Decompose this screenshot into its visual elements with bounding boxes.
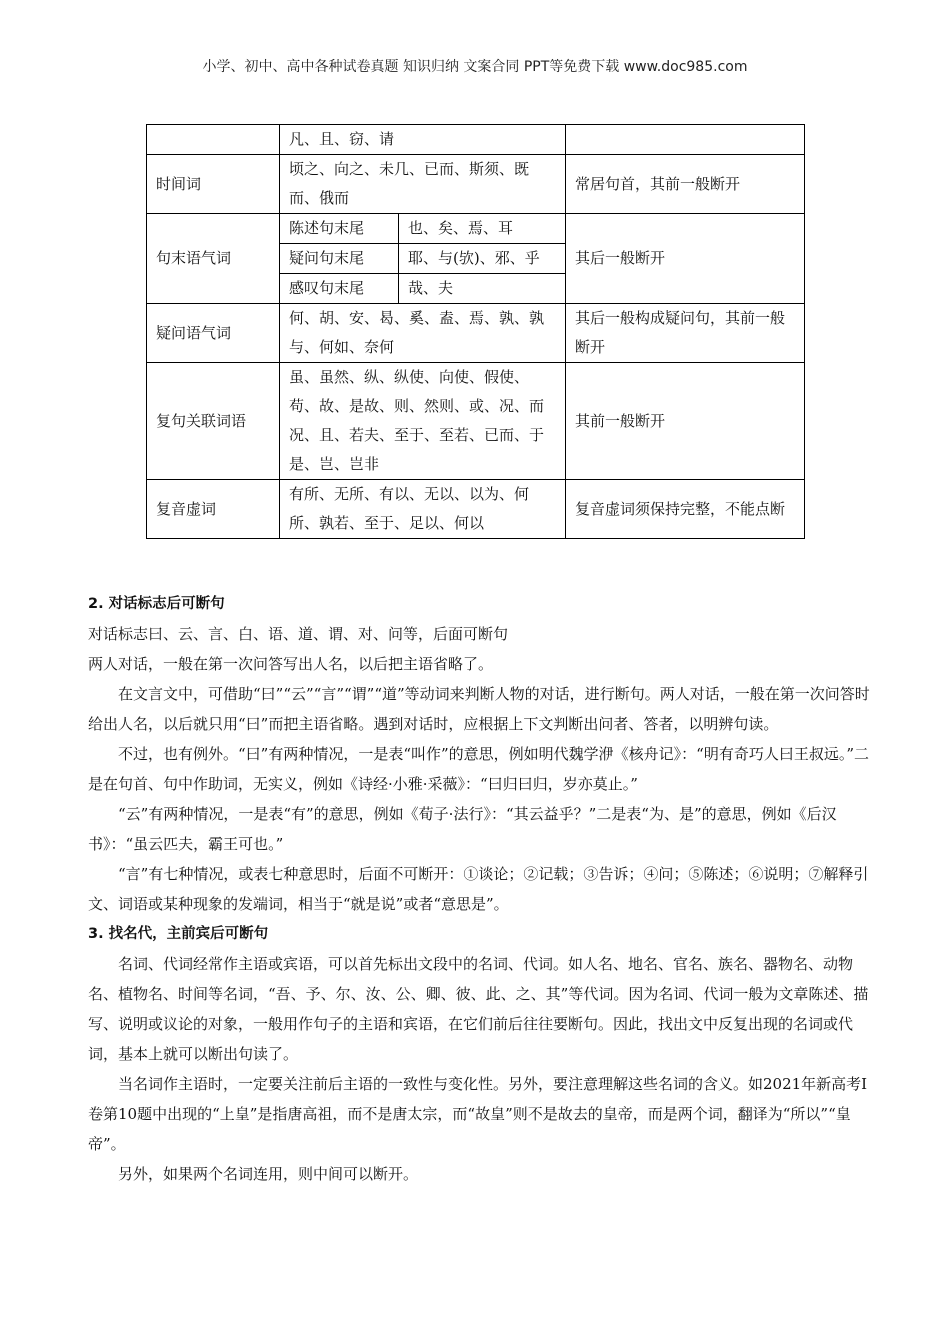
table-cell-label: 复音虚词 bbox=[147, 480, 280, 539]
paragraph: 在文言文中，可借助“曰”“云”“言”“谓”“道”等动词来判断人物的对话，进行断句。两人对话，一般在第一次问答时给出人名，以后就只用“曰”而把主语省略。遇到对话时，应根据上下文判断出问者、答者，以明辨句读。 bbox=[88, 685, 870, 733]
table-cell-words: 也、矣、焉、耳 bbox=[399, 214, 566, 244]
table-cell-note bbox=[566, 125, 805, 155]
table-cell-words: 有所、无所、有以、无以、以为、何所、孰若、至于、足以、何以 bbox=[280, 480, 566, 539]
table-cell-subtype: 陈述句末尾 bbox=[280, 214, 399, 244]
table-cell-note: 其后一般断开 bbox=[566, 214, 805, 304]
table-cell-label: 时间词 bbox=[147, 155, 280, 214]
table-cell-note: 其后一般构成疑问句，其前一般断开 bbox=[566, 304, 805, 363]
paragraph: “云”有两种情况，一是表“有”的意思，例如《荀子·法行》：“其云益乎？”二是表“为、是”的意思，例如《后汉书》：“虽云匹夫，霸王可也。” bbox=[88, 805, 837, 853]
table-cell-words: 凡、且、窃、请 bbox=[280, 125, 566, 155]
section-heading: 2. 对话标志后可断句 bbox=[88, 596, 225, 612]
table-row bbox=[147, 125, 805, 155]
table-cell-words: 耶、与(欤)、邪、乎 bbox=[399, 244, 566, 274]
table-cell bbox=[147, 125, 280, 155]
table-cell-note: 其前一般断开 bbox=[566, 363, 805, 480]
table-cell-words: 哉、夫 bbox=[399, 274, 566, 304]
main-content bbox=[88, 589, 870, 1189]
table-row bbox=[147, 155, 805, 214]
paragraph: 两人对话，一般在第一次问答写出人名，以后把主语省略了。 bbox=[88, 655, 494, 673]
paragraph: 不过，也有例外。“曰”有两种情况，一是表“叫作”的意思，例如明代魏学洢《核舟记》：“明有奇巧人曰王叔远。”二是在句首、句中作助词，无实义，例如《诗经·小雅·采薇》：“曰归曰归，岁亦莫止。” bbox=[88, 745, 870, 793]
paragraph: “言”有七种情况，或表七种意思时，后面不可断开：①谈论；②记载；③告诉；④问；⑤陈述；⑥说明；⑦解释引文、词语或某种现象的发端词，相当于“就是说”或者“意思是”。 bbox=[88, 865, 869, 913]
paragraph: 当名词作主语时，一定要关注前后主语的一致性与变化性。另外，要注意理解这些名词的含义。如2021年新高考Ⅰ卷第10题中出现的“上皇”是指唐高祖，而不是唐太宗，而“故皇”则不是故去的皇帝，而是两个词，翻译为“所以”“皇帝”。 bbox=[88, 1075, 868, 1153]
paragraph: 对话标志曰、云、言、白、语、道、谓、对、问等，后面可断句 bbox=[88, 625, 509, 643]
table-cell-words: 何、胡、安、曷、奚、盍、焉、孰、孰与、何如、奈何 bbox=[280, 304, 566, 363]
table-cell-note: 常居句首，其前一般断开 bbox=[566, 155, 805, 214]
section-heading: 3. 找名代，主前宾后可断句 bbox=[88, 926, 269, 942]
paragraph: 名词、代词经常作主语或宾语，可以首先标出文段中的名词、代词。如人名、地名、官名、族名、器物名、动物名、植物名、时间等名词，“吾、予、尔、汝、公、卿、彼、此、之、其”等代词。因为名词、代词一般为文章陈述、描写、说明或议论的对象，一般用作句子的主语和宾语，在它们前后往往要断句。因此，找出文中反复出现的名词或代词，基本上就可以断出句读了。 bbox=[88, 955, 869, 1063]
table-cell-label: 疑问语气词 bbox=[147, 304, 280, 363]
table-cell-note: 复音虚词须保持完整，不能点断 bbox=[566, 480, 805, 539]
table-cell-subtype: 疑问句末尾 bbox=[280, 244, 399, 274]
table-cell-words: 虽、虽然、纵、纵使、向使、假使、苟、故、是故、则、然则、或、况、而况、且、若夫、至于、至若、已而、于是、岂、岂非 bbox=[280, 363, 566, 480]
table-cell-subtype: 感叹句末尾 bbox=[280, 274, 399, 304]
paragraph: 另外，如果两个名词连用，则中间可以断开。 bbox=[118, 1165, 419, 1183]
table-row bbox=[147, 363, 805, 480]
table-row bbox=[147, 480, 805, 539]
table-row bbox=[147, 214, 805, 244]
function-words-table bbox=[146, 124, 805, 539]
table-cell-label: 复句关联词语 bbox=[147, 363, 280, 480]
page-header: 小学、初中、高中各种试卷真题 知识归纳 文案合同 PPT等免费下载 www.doc985.com bbox=[202, 59, 748, 75]
table-cell-words: 顷之、向之、未几、已而、斯须、既而、俄而 bbox=[280, 155, 566, 214]
table-row bbox=[147, 304, 805, 363]
table-cell-label: 句末语气词 bbox=[147, 214, 280, 304]
